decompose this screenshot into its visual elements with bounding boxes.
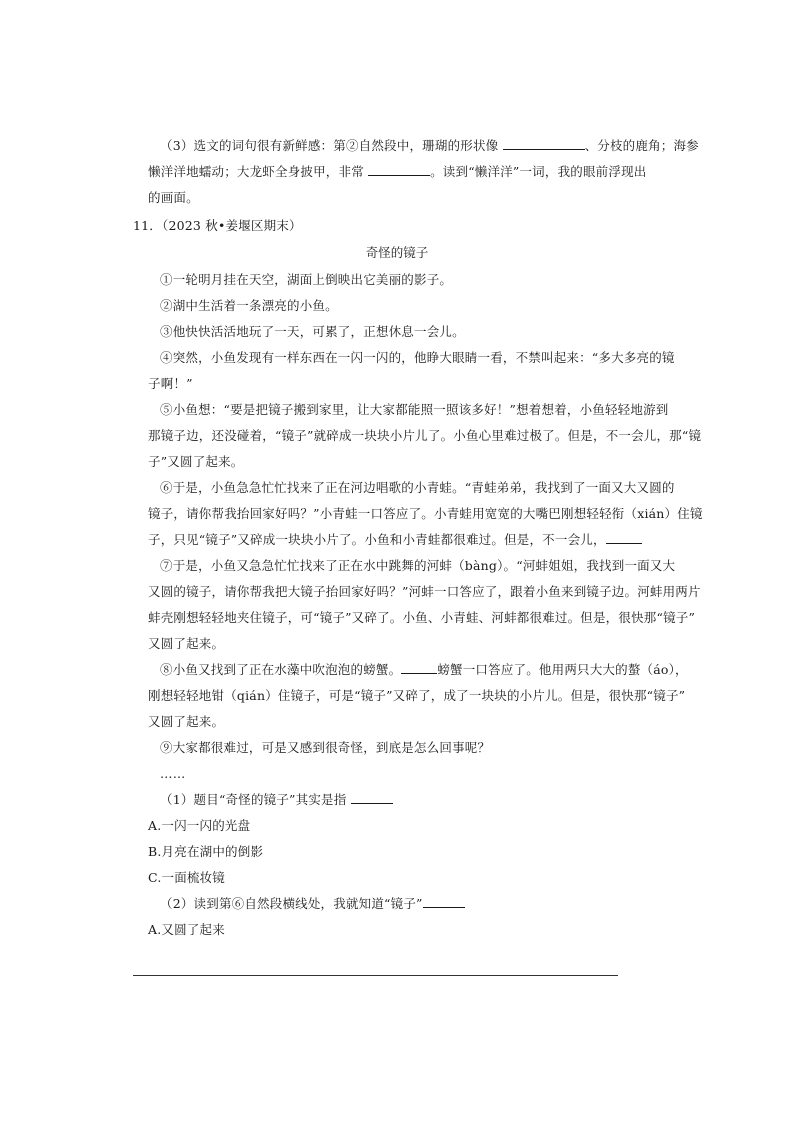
paragraph-4-line-1: ④突然，小鱼发现有一样东西在一闪一闪的，他睁大眼睛一看，不禁叫起来：“多大多亮的镜 <box>160 350 675 365</box>
paragraph-7-line-3: 蚌壳刚想轻轻地夹住镜子，可“镜子”又碎了。小鱼、小青蛙、河蚌都很难过。但是，很快那“镜子” <box>148 610 696 625</box>
paragraph-5-line-2: 那镜子边，还没碰着，“镜子”就碎成一块块小片儿了。小鱼心里难过极了。但是，不一会儿，那“镜 <box>148 428 702 443</box>
paragraph-7-line-4: 又圆了起来。 <box>148 636 225 651</box>
q3-line-1: （3）选文的词句很有新鲜感：第②自然段中，珊瑚的形状像 、分枝的鹿角；海参 <box>148 133 658 159</box>
question-header: 11．（2023 秋•姜堰区期末） <box>133 218 302 233</box>
paragraph-6-line-3: 子，只见“镜子”又碎成一块块小片了。小鱼和小青蛙都很难过。但是，不一会儿， <box>148 527 658 553</box>
page-divider <box>133 975 618 976</box>
paragraph-5-line-1: ⑤小鱼想：“要是把镜子搬到家里，让大家都能照一照该多好！”想着想着，小鱼轻轻地游到 <box>160 402 669 417</box>
paragraph-3: ③他快快活活地玩了一天，可累了，正想休息一会儿。 <box>160 324 465 339</box>
answer-blank[interactable] <box>368 161 430 176</box>
passage-body <box>148 267 703 943</box>
paragraph-8-line-3: 又圆了起来。 <box>148 714 225 729</box>
paragraph-6-line-1: ⑥于是，小鱼急急忙忙找来了正在河边唱歌的小青蛙。“青蛙弟弟，我找到了一面又大又圆的 <box>160 480 675 495</box>
paragraph-9: ⑨大家都很难过，可是又感到很奇怪，到底是怎么回事呢？ <box>160 740 491 755</box>
answer-blank[interactable] <box>351 789 393 804</box>
answer-blank[interactable] <box>401 659 437 674</box>
paragraph-7-line-1: ⑦于是，小鱼又急急忙忙找来了正在水中跳舞的河蚌（bàng）。“河蚌姐姐，我找到一面又大 <box>160 558 676 573</box>
paragraph-6-line-2: 镜子，请你帮我抬回家好吗？”小青蛙一口答应了。小青蛙用宽宽的大嘴巴刚想轻轻衔（xián）住镜 <box>148 506 703 521</box>
answer-blank[interactable] <box>503 135 585 150</box>
paragraph-1: ①一轮明月挂在天空，湖面上倒映出它美丽的影子。 <box>160 272 453 287</box>
answer-blank[interactable] <box>606 529 642 544</box>
paragraph-8-line-2: 刚想轻轻地钳（qián）住镜子，可是“镜子”又碎了，成了一块块的小片儿。但是，很快那“镜子” <box>148 688 686 703</box>
q3-line-2: 懒洋洋地蠕动；大龙虾全身披甲，非常 。读到“懒洋洋”一词，我的眼前浮现出 <box>148 159 658 185</box>
passage-title: 奇怪的镜子 <box>365 245 429 260</box>
paragraph-number: ② <box>345 138 359 153</box>
ellipsis: …… <box>160 766 186 781</box>
sub-question-2-option-a[interactable]: A.又圆了起来 <box>148 922 225 937</box>
paragraph-8-line-1: ⑧小鱼又找到了正在水藻中吹泡泡的螃蟹。 螃蟹一口答应了。他用两只大大的螯（áo）， <box>148 657 658 683</box>
paragraph-4-line-2: 子啊！” <box>148 376 193 391</box>
option-a[interactable]: A.一闪一闪的光盘 <box>148 818 251 833</box>
answer-blank[interactable] <box>423 893 465 908</box>
q3-block <box>148 133 699 211</box>
paragraph-5-line-3: 子”又圆了起来。 <box>148 454 244 469</box>
paragraph-number: ⑥ <box>231 896 245 911</box>
q3-line-3: 的画面。 <box>148 190 199 205</box>
paragraph-2: ②湖中生活着一条漂亮的小鱼。 <box>160 298 338 313</box>
sub-question-1: （1）题目“奇怪的镜子”其实是指 <box>148 787 658 813</box>
paragraph-7-line-2: 又圆的镜子，请你帮我把大镜子抬回家好吗？”河蚌一口答应了，跟着小鱼来到镜子边。河蚌用两片 <box>148 584 701 599</box>
option-b[interactable]: B.月亮在湖中的倒影 <box>148 844 264 859</box>
sub-question-2: （2）读到第⑥自然段横线处，我就知道“镜子” <box>148 891 658 917</box>
option-c[interactable]: C.一面梳妆镜 <box>148 870 225 885</box>
